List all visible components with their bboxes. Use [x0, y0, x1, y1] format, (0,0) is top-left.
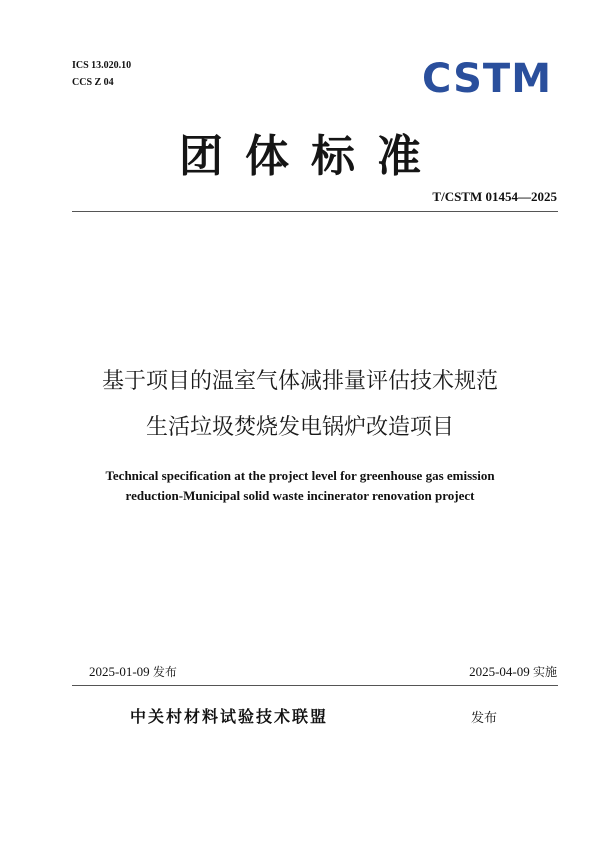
implement-date: 2025-04-09	[469, 664, 530, 679]
footer-divider	[72, 685, 558, 686]
cstm-logo-text: CSTM	[422, 56, 552, 98]
classification-codes	[72, 57, 131, 91]
standard-type-heading: 团体标准	[179, 131, 443, 182]
publish-label: 发布	[152, 665, 177, 679]
publish-date: 2025-01-09	[89, 664, 150, 679]
ics-code: ICS 13.020.10	[72, 60, 132, 71]
publish-date-block	[89, 663, 177, 680]
issue-label: 发布	[471, 711, 498, 726]
title-cn-line-1: 基于项目的温室气体减排量评估技术规范	[101, 369, 498, 394]
title-en-line-2: reduction-Municipal solid waste incinerator renovation project	[125, 488, 475, 503]
standard-number: T/CSTM 01454—2025	[432, 189, 557, 204]
ccs-code: CCS Z 04	[72, 77, 114, 88]
title-en	[0, 466, 600, 506]
implement-date-block	[469, 663, 557, 680]
cstm-logo	[416, 56, 558, 98]
title-cn-line-2: 生活垃圾焚烧发电锅炉改造项目	[145, 415, 454, 440]
header-divider	[72, 211, 558, 212]
publisher-name: 中关村材料试验技术联盟	[130, 707, 329, 726]
implement-label: 实施	[532, 665, 557, 679]
title-en-line-1: Technical specification at the project level for greenhouse gas emission	[105, 468, 495, 483]
